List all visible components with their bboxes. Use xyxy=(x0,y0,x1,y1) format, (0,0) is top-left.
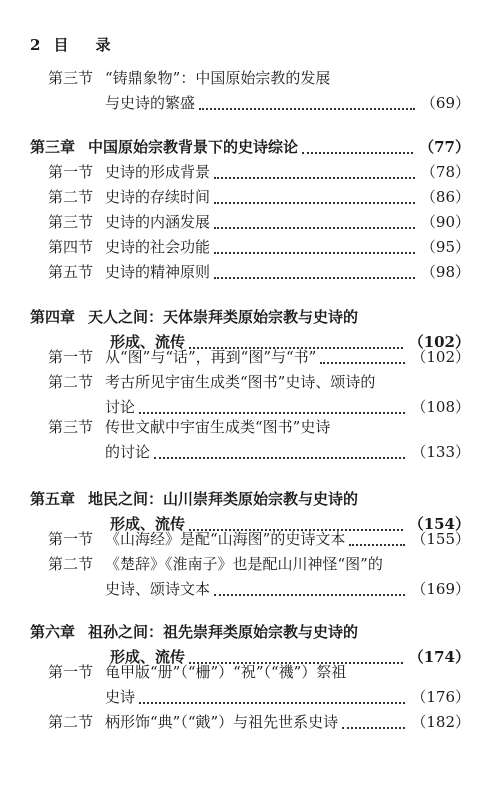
section-title: “铸鼎象物”：中国原始宗教的发展 xyxy=(105,69,331,87)
section-number: 第三节 xyxy=(48,69,94,87)
section-title: 考古所见宇宙生成类“图书”史诗、颂诗的 xyxy=(105,373,376,391)
dot-leader xyxy=(214,202,415,204)
section-entry[interactable] xyxy=(0,91,500,115)
dot-leader xyxy=(199,108,415,110)
section-title: 讨论 xyxy=(105,398,136,416)
page-number: 2 xyxy=(30,36,42,54)
page-ref: （176） xyxy=(411,688,470,706)
page-ref: （174） xyxy=(408,648,470,666)
section-title: 从“图”与“话”，再到“图”与“书” xyxy=(105,348,317,366)
section-number: 第二节 xyxy=(48,555,94,573)
dot-leader xyxy=(302,152,413,154)
chapter-title: 中国原始宗教背景下的史诗综论 xyxy=(88,138,299,156)
section-number: 第四节 xyxy=(48,238,94,256)
section-title: 《山海经》是配“山海图”的史诗文本 xyxy=(105,530,346,548)
chapter-title: 地民之间：山川崇拜类原始宗教与史诗的 xyxy=(88,490,359,508)
page-ref: （77） xyxy=(419,138,470,156)
section-number: 第二节 xyxy=(48,188,94,206)
section-entry[interactable] xyxy=(0,415,500,439)
dot-leader xyxy=(214,177,415,179)
page-ref: （182） xyxy=(411,713,470,731)
section-number: 第一节 xyxy=(48,663,94,681)
chapter-entry[interactable] xyxy=(0,135,500,159)
header-word-1: 目 xyxy=(53,36,70,54)
chapter-entry[interactable] xyxy=(0,620,500,644)
section-entry[interactable] xyxy=(0,185,500,209)
page-ref: （108） xyxy=(411,398,470,416)
section-entry[interactable] xyxy=(0,235,500,259)
header-word-2: 录 xyxy=(95,36,112,54)
dot-leader xyxy=(139,412,405,414)
section-entry[interactable] xyxy=(0,685,500,709)
page-ref: （69） xyxy=(420,94,470,112)
dot-leader xyxy=(349,544,405,546)
page-ref: （102） xyxy=(408,333,470,351)
section-title: 柄形饰“典”（“戭”）与祖先世系史诗 xyxy=(105,713,339,731)
dot-leader xyxy=(154,457,405,459)
chapter-title: 形成、流传 xyxy=(110,648,186,666)
section-number: 第一节 xyxy=(48,530,94,548)
chapter-number: 第四章 xyxy=(30,308,76,326)
page-ref: （154） xyxy=(408,515,470,533)
page-ref: （133） xyxy=(411,443,470,461)
section-title: 传世文献中宇宙生成类“图书”史诗 xyxy=(105,418,331,436)
section-entry[interactable] xyxy=(0,345,500,369)
section-title: 史诗的存续时间 xyxy=(105,188,211,206)
chapter-title: 祖孙之间：祖先崇拜类原始宗教与史诗的 xyxy=(88,623,359,641)
section-title: 《楚辞》《淮南子》也是配山川神怪“图”的 xyxy=(105,555,383,573)
chapter-entry[interactable] xyxy=(0,305,500,329)
chapter-entry[interactable] xyxy=(0,487,500,511)
dot-leader xyxy=(320,362,405,364)
chapter-title: 形成、流传 xyxy=(110,333,186,351)
dot-leader xyxy=(214,277,415,279)
section-number: 第三节 xyxy=(48,213,94,231)
dot-leader xyxy=(139,702,405,704)
running-header xyxy=(30,34,111,55)
section-title: 史诗的精神原则 xyxy=(105,263,211,281)
section-entry[interactable] xyxy=(0,210,500,234)
chapter-title: 形成、流传 xyxy=(110,515,186,533)
section-entry[interactable] xyxy=(0,527,500,551)
section-number: 第五节 xyxy=(48,263,94,281)
page-ref: （90） xyxy=(420,213,470,231)
section-entry[interactable] xyxy=(0,370,500,394)
page-ref: （86） xyxy=(420,188,470,206)
chapter-number: 第三章 xyxy=(30,138,76,156)
section-entry[interactable] xyxy=(0,66,500,90)
section-entry[interactable] xyxy=(0,160,500,184)
section-entry[interactable] xyxy=(0,710,500,734)
page-ref: （98） xyxy=(420,263,470,281)
chapter-title: 天人之间：天体崇拜类原始宗教与史诗的 xyxy=(88,308,359,326)
section-entry[interactable] xyxy=(0,260,500,284)
section-number: 第二节 xyxy=(48,373,94,391)
section-title: 史诗、颂诗文本 xyxy=(105,580,211,598)
dot-leader xyxy=(214,227,415,229)
section-number: 第二节 xyxy=(48,713,94,731)
dot-leader xyxy=(214,594,405,596)
chapter-number: 第五章 xyxy=(30,490,76,508)
page-ref: （102） xyxy=(411,348,470,366)
chapter-number: 第六章 xyxy=(30,623,76,641)
page-ref: （95） xyxy=(420,238,470,256)
section-entry[interactable] xyxy=(0,552,500,576)
section-number: 第三节 xyxy=(48,418,94,436)
page-ref: （78） xyxy=(420,163,470,181)
section-title: 史诗的社会功能 xyxy=(105,238,211,256)
page-ref: （155） xyxy=(411,530,470,548)
section-title: 的讨论 xyxy=(105,443,151,461)
dot-leader xyxy=(214,252,415,254)
section-title: 史诗的内涵发展 xyxy=(105,213,211,231)
section-entry[interactable] xyxy=(0,440,500,464)
section-title: 龟甲版“册”（“栅”）“祝”（“禨”）祭祖 xyxy=(105,663,347,681)
section-title: 史诗的形成背景 xyxy=(105,163,211,181)
section-number: 第一节 xyxy=(48,348,94,366)
section-title: 史诗 xyxy=(105,688,136,706)
dot-leader xyxy=(342,727,405,729)
section-number: 第一节 xyxy=(48,163,94,181)
section-entry[interactable] xyxy=(0,660,500,684)
section-entry[interactable] xyxy=(0,577,500,601)
section-title: 与史诗的繁盛 xyxy=(105,94,196,112)
page-ref: （169） xyxy=(411,580,470,598)
